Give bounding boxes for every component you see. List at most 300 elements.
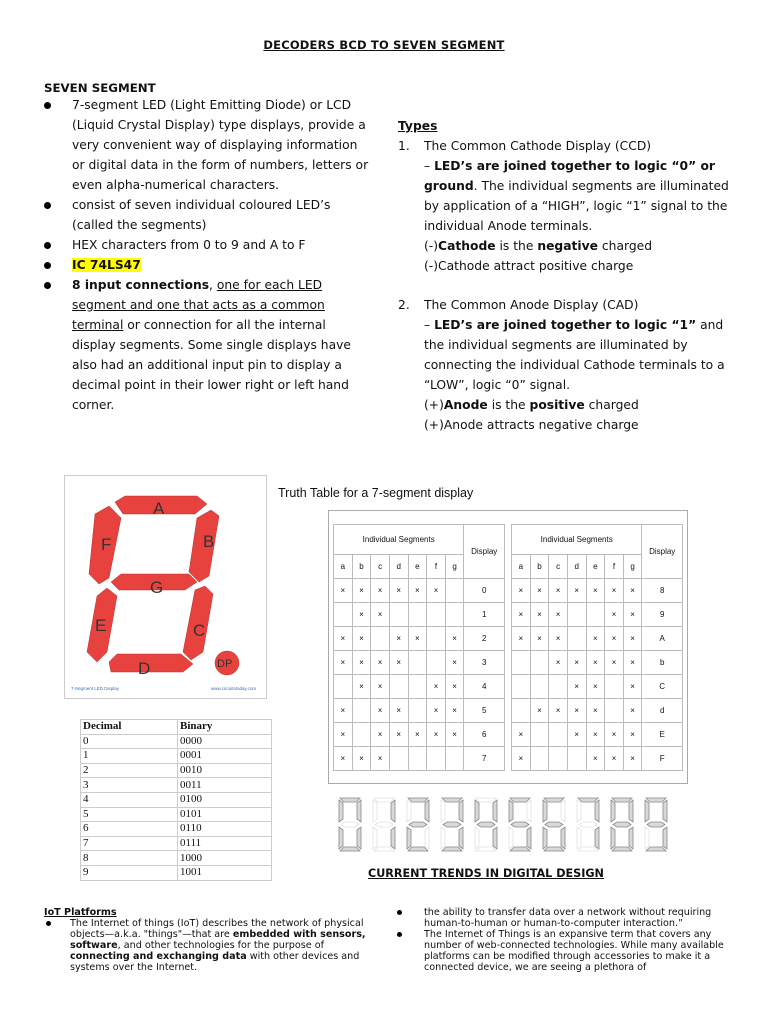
table-cell: × xyxy=(623,603,642,627)
digit-segment xyxy=(612,798,632,802)
table-cell: × xyxy=(371,603,390,627)
table-cell xyxy=(408,675,427,699)
display-cell: 2 xyxy=(464,627,505,651)
digit-segment xyxy=(493,800,497,822)
digit-segment xyxy=(425,800,429,822)
digit-segment xyxy=(578,798,598,802)
list-item: 7-segment LED (Light Emitting Diode) or LCD (Liquid Crystal Display) type displays, provide a very convenient way of displaying information or digital data in the form of numbers, letters or even alpha-numerical characters. xyxy=(72,95,370,195)
table-cell xyxy=(427,627,446,651)
digit-6 xyxy=(543,798,565,851)
table-cell: × xyxy=(371,723,390,747)
list-item: 8 input connections, one for each LED segment and one that acts as a common terminal or connection for all the internal display segments. Some single displays have also had an additional input pin to display a decimal point in their lower right or left hand corner. xyxy=(72,275,370,415)
types-heading: Types xyxy=(398,119,438,133)
display-cell: E xyxy=(642,723,683,747)
display-cell: 8 xyxy=(642,579,683,603)
digit-segment xyxy=(475,800,479,822)
digit-segment xyxy=(544,798,564,802)
bullet-icon xyxy=(44,102,51,109)
table-cell: × xyxy=(512,579,531,603)
table-cell: × xyxy=(371,747,390,771)
digit-segment xyxy=(595,827,599,849)
digit-segment xyxy=(459,800,463,822)
table-cell: × xyxy=(352,747,371,771)
digit-segment xyxy=(527,800,531,822)
table-cell: × xyxy=(334,747,353,771)
table-cell: × xyxy=(512,723,531,747)
display-cell: F xyxy=(642,747,683,771)
display-cell: C xyxy=(642,675,683,699)
display-header: Display xyxy=(464,525,505,579)
seven-segment-bullets xyxy=(72,95,370,415)
bullet-icon xyxy=(44,282,51,289)
digit-segment xyxy=(611,827,615,849)
table-cell: × xyxy=(371,699,390,723)
table-cell xyxy=(445,747,464,771)
list-item: The Internet of things (IoT) describes the network of physical objects—a.k.a. "things"—that are embedded with sensors, software, and other technologies for the purpose of connecting and exchanging data with other devices and systems over the Internet. xyxy=(44,918,374,973)
table-cell: 8 xyxy=(81,851,178,866)
digit-segment xyxy=(645,800,649,822)
table-cell: × xyxy=(586,747,605,771)
table-cell: × xyxy=(549,579,568,603)
table-cell: × xyxy=(389,699,408,723)
table-cell: 6 xyxy=(81,822,178,837)
segment-col-header: c xyxy=(371,555,390,579)
table-cell: × xyxy=(549,627,568,651)
table-row xyxy=(334,747,505,771)
table-cell: × xyxy=(623,699,642,723)
table-cell xyxy=(549,747,568,771)
digit-3 xyxy=(441,798,463,851)
digit-8 xyxy=(611,798,633,851)
table-cell: × xyxy=(427,675,446,699)
group-header: Individual Segments xyxy=(334,525,464,555)
current-trends-heading: CURRENT TRENDS IN DIGITAL DESIGN xyxy=(368,867,604,880)
table-cell: × xyxy=(549,651,568,675)
table-cell xyxy=(371,627,390,651)
segment-col-header: c xyxy=(549,555,568,579)
table-cell: × xyxy=(605,747,624,771)
digit-segment xyxy=(475,827,479,849)
digit-segment xyxy=(476,798,496,802)
digit-segment xyxy=(646,798,666,802)
digit-segment xyxy=(391,800,395,822)
digit-segment xyxy=(509,800,513,822)
table-cell: 3 xyxy=(81,778,178,793)
table-cell: × xyxy=(389,627,408,651)
truth-table-right xyxy=(511,524,683,771)
table-cell: 4 xyxy=(81,792,178,807)
table-cell: × xyxy=(567,699,586,723)
table-cell: × xyxy=(623,579,642,603)
table-cell: × xyxy=(445,699,464,723)
table-cell: 0110 xyxy=(178,822,272,837)
segment-col-header: g xyxy=(445,555,464,579)
display-header: Display xyxy=(642,525,683,579)
bullet-icon xyxy=(44,262,51,269)
digit-segment xyxy=(459,827,463,849)
table-cell: × xyxy=(352,675,371,699)
table-cell: × xyxy=(352,627,371,651)
table-row xyxy=(81,778,272,793)
digit-segment xyxy=(441,827,445,849)
segment-label-a: A xyxy=(153,499,165,518)
table-row xyxy=(334,579,505,603)
table-row xyxy=(81,763,272,778)
table-cell xyxy=(586,603,605,627)
digit-segment xyxy=(341,822,359,827)
table-cell: × xyxy=(530,627,549,651)
table-cell: × xyxy=(567,651,586,675)
table-cell: × xyxy=(445,675,464,699)
table-cell: 0011 xyxy=(178,778,272,793)
segment-col-header: e xyxy=(586,555,605,579)
digit-segment xyxy=(375,822,393,827)
digit-segment xyxy=(509,827,513,849)
table-row xyxy=(334,603,505,627)
table-cell xyxy=(408,699,427,723)
table-cell: × xyxy=(605,603,624,627)
table-cell: × xyxy=(586,675,605,699)
table-cell: 1 xyxy=(81,749,178,764)
figure-caption-right: www.circuitstoday.com xyxy=(211,686,257,691)
digit-segment xyxy=(579,822,597,827)
table-cell xyxy=(567,627,586,651)
display-cell: 4 xyxy=(464,675,505,699)
decimal-binary-table xyxy=(80,719,272,881)
segment-label-b: B xyxy=(203,532,215,551)
digit-segment xyxy=(407,800,411,822)
digit-0 xyxy=(339,798,361,851)
table-cell xyxy=(445,603,464,627)
table-row xyxy=(81,749,272,764)
table-cell xyxy=(408,651,427,675)
truth-table-left xyxy=(333,524,505,771)
segment-col-header: d xyxy=(567,555,586,579)
table-cell: × xyxy=(605,627,624,651)
segment-col-header: g xyxy=(623,555,642,579)
table-cell: × xyxy=(605,579,624,603)
table-cell: × xyxy=(586,651,605,675)
table-row xyxy=(512,699,683,723)
table-cell: 0101 xyxy=(178,807,272,822)
table-cell xyxy=(352,723,371,747)
table-row xyxy=(81,822,272,837)
display-cell: 7 xyxy=(464,747,505,771)
table-cell: × xyxy=(352,603,371,627)
table-cell xyxy=(530,747,549,771)
table-cell xyxy=(334,603,353,627)
display-cell: d xyxy=(642,699,683,723)
segment-label-f: F xyxy=(101,535,112,554)
digit-1 xyxy=(373,798,395,851)
table-row xyxy=(512,651,683,675)
digit-segment xyxy=(561,800,565,822)
segment-label-d: D xyxy=(138,659,151,678)
digit-segment xyxy=(476,847,496,851)
table-cell xyxy=(389,675,408,699)
table-cell: × xyxy=(371,675,390,699)
table-cell xyxy=(530,723,549,747)
table-cell: × xyxy=(512,627,531,651)
digit-7 xyxy=(577,798,599,851)
digit-segment xyxy=(442,798,462,802)
segment-d xyxy=(109,654,193,672)
table-cell: × xyxy=(427,723,446,747)
table-cell: × xyxy=(605,723,624,747)
segment-col-header: f xyxy=(605,555,624,579)
table-cell xyxy=(549,675,568,699)
display-cell: 3 xyxy=(464,651,505,675)
table-row xyxy=(81,734,272,749)
digit-segment xyxy=(510,798,530,802)
digit-segment xyxy=(577,827,581,849)
table-cell: 0100 xyxy=(178,792,272,807)
seven-segment-svg xyxy=(65,476,266,698)
bullet-icon xyxy=(44,202,51,209)
bullet-icon xyxy=(46,921,51,926)
table-cell: × xyxy=(586,627,605,651)
display-cell: 9 xyxy=(642,603,683,627)
table-row xyxy=(81,836,272,851)
table-cell: × xyxy=(530,699,549,723)
table-cell: × xyxy=(445,651,464,675)
digit-segment xyxy=(561,827,565,849)
truth-table-panel xyxy=(328,510,688,784)
digit-segment xyxy=(613,822,631,827)
digit-2 xyxy=(407,798,429,851)
digit-segment xyxy=(511,822,529,827)
digit-segment xyxy=(339,800,343,822)
iot-right-column xyxy=(424,907,724,973)
table-cell: × xyxy=(512,747,531,771)
table-row xyxy=(334,651,505,675)
table-row xyxy=(81,851,272,866)
digit-segment xyxy=(443,822,461,827)
digit-segment xyxy=(629,827,633,849)
table-cell: 2 xyxy=(81,763,178,778)
table-cell: 0 xyxy=(81,734,178,749)
digit-segment xyxy=(408,798,428,802)
table-cell: × xyxy=(352,579,371,603)
table-cell: 0001 xyxy=(178,749,272,764)
table-row xyxy=(512,627,683,651)
digit-segment xyxy=(544,847,564,851)
segment-label-g: G xyxy=(150,578,164,597)
table-cell xyxy=(549,723,568,747)
digit-segment xyxy=(611,800,615,822)
table-cell: × xyxy=(389,651,408,675)
digit-segment xyxy=(545,822,563,827)
table-row xyxy=(512,579,683,603)
table-cell xyxy=(512,651,531,675)
table-cell: × xyxy=(408,627,427,651)
seven-segment-diagram xyxy=(64,475,267,699)
bullet-icon xyxy=(397,932,402,937)
figure-caption-left: 7-Segment LED Display xyxy=(71,686,120,691)
digit-5 xyxy=(509,798,531,851)
table-row xyxy=(512,675,683,699)
table-cell: × xyxy=(549,699,568,723)
digit-segment xyxy=(527,827,531,849)
table-cell: × xyxy=(371,651,390,675)
table-cell: × xyxy=(623,723,642,747)
digit-segment xyxy=(493,827,497,849)
table-cell xyxy=(530,675,549,699)
table-cell: × xyxy=(623,747,642,771)
digit-segment xyxy=(409,822,427,827)
segment-col-header: f xyxy=(427,555,446,579)
digit-segment xyxy=(645,827,649,849)
table-cell: 9 xyxy=(81,865,178,880)
table-cell xyxy=(427,651,446,675)
table-cell: × xyxy=(586,699,605,723)
segment-col-header: e xyxy=(408,555,427,579)
display-cell: A xyxy=(642,627,683,651)
table-cell: × xyxy=(623,675,642,699)
digit-segment xyxy=(373,800,377,822)
list-item: The Internet of Things is an expansive term that covers any number of web-connected technologies. While many available platforms can be modified through accessories to make it a connected device, we are seeing a plethora of xyxy=(424,929,724,973)
digit-segment xyxy=(442,847,462,851)
table-cell: × xyxy=(334,651,353,675)
segment-col-header: b xyxy=(352,555,371,579)
digit-segment xyxy=(577,800,581,822)
digit-segment xyxy=(477,822,495,827)
table-cell: × xyxy=(530,603,549,627)
digit-segment xyxy=(391,827,395,849)
digit-4 xyxy=(475,798,497,851)
table-cell: 5 xyxy=(81,807,178,822)
digit-segment xyxy=(374,798,394,802)
table-cell: × xyxy=(567,579,586,603)
digits-strip xyxy=(330,795,680,855)
list-item: the ability to transfer data over a network without requiring human-to-human or human-to-computer interaction.” xyxy=(424,907,724,929)
table-cell xyxy=(512,675,531,699)
table-cell: × xyxy=(623,627,642,651)
display-cell: 5 xyxy=(464,699,505,723)
seven-segment-heading: SEVEN SEGMENT xyxy=(44,81,156,95)
table-cell: × xyxy=(512,603,531,627)
table-cell: × xyxy=(408,723,427,747)
table-cell: 7 xyxy=(81,836,178,851)
type-2-cad: 2. The Common Anode Display (CAD) – LED’s are joined together to logic “1” and the individual segments are illuminated by connecting the individual Cathode terminals to a “LOW”, logic “0” signal. (+)Anode is the positive charged (+)Anode attracts negative charge xyxy=(398,298,725,432)
digit-segment xyxy=(374,847,394,851)
digit-segment xyxy=(357,800,361,822)
truth-table-title: Truth Table for a 7-segment display xyxy=(278,486,474,500)
table-cell: × xyxy=(567,723,586,747)
table-cell: × xyxy=(334,723,353,747)
display-cell: 6 xyxy=(464,723,505,747)
table-cell: × xyxy=(352,651,371,675)
table-cell: × xyxy=(334,627,353,651)
table-cell xyxy=(605,699,624,723)
segment-label-dp: DP xyxy=(217,658,233,670)
table-cell xyxy=(605,675,624,699)
iot-heading: IoT Platforms xyxy=(44,907,117,918)
list-item xyxy=(72,255,370,275)
table-cell: × xyxy=(427,579,446,603)
table-cell xyxy=(389,603,408,627)
table-cell xyxy=(567,603,586,627)
table-row xyxy=(81,807,272,822)
iot-section xyxy=(44,907,374,973)
table-cell xyxy=(352,699,371,723)
type-1-ccd: 1. The Common Cathode Display (CCD) – LED’s are joined together to logic “0” or ground. The individual segments are illuminated by application of a “HIGH”, logic “1” signal to the individual Anode terminals. (-)Cathode is the negative charged (-)Cathode attract positive charge xyxy=(398,139,729,273)
table-cell: × xyxy=(445,627,464,651)
table-cell: × xyxy=(389,579,408,603)
table-cell xyxy=(512,699,531,723)
ic-74ls47-highlight: IC 74LS47 xyxy=(72,258,141,272)
table-cell: × xyxy=(567,675,586,699)
page-title: DECODERS BCD TO SEVEN SEGMENT xyxy=(263,38,505,52)
digit-segment xyxy=(373,827,377,849)
table-cell: × xyxy=(623,651,642,675)
digit-segment xyxy=(407,827,411,849)
digit-segment xyxy=(612,847,632,851)
display-cell: 1 xyxy=(464,603,505,627)
digit-segment xyxy=(441,800,445,822)
table-cell: × xyxy=(530,579,549,603)
table-cell xyxy=(530,651,549,675)
table-cell: × xyxy=(408,579,427,603)
table-row xyxy=(512,603,683,627)
table-cell xyxy=(408,747,427,771)
table-row xyxy=(512,723,683,747)
table-cell: × xyxy=(334,699,353,723)
table-cell: × xyxy=(586,579,605,603)
col-header: Decimal xyxy=(81,720,178,735)
segment-label-c: C xyxy=(193,621,206,640)
digit-segment xyxy=(340,847,360,851)
table-cell xyxy=(427,603,446,627)
table-cell xyxy=(408,603,427,627)
table-row xyxy=(512,747,683,771)
display-cell: b xyxy=(642,651,683,675)
digit-segment xyxy=(595,800,599,822)
segment-col-header: b xyxy=(530,555,549,579)
table-row xyxy=(334,699,505,723)
digit-segment xyxy=(663,827,667,849)
bullet-icon xyxy=(397,910,402,915)
digit-segment xyxy=(646,847,666,851)
table-cell xyxy=(427,747,446,771)
table-cell xyxy=(334,675,353,699)
segment-col-header: d xyxy=(389,555,408,579)
table-row xyxy=(334,723,505,747)
table-cell: 1001 xyxy=(178,865,272,880)
segment-col-header: a xyxy=(512,555,531,579)
table-cell: 0010 xyxy=(178,763,272,778)
table-cell xyxy=(567,747,586,771)
digit-segment xyxy=(425,827,429,849)
table-cell: × xyxy=(371,579,390,603)
table-row xyxy=(81,865,272,880)
digit-segment xyxy=(578,847,598,851)
table-cell: 0111 xyxy=(178,836,272,851)
table-cell: × xyxy=(586,723,605,747)
list-item: consist of seven individual coloured LED’s (called the segments) xyxy=(72,195,370,235)
segment-label-e: E xyxy=(95,616,107,635)
digit-segment xyxy=(543,800,547,822)
col-header: Binary xyxy=(178,720,272,735)
group-header: Individual Segments xyxy=(512,525,642,555)
table-cell: × xyxy=(445,723,464,747)
digit-segment xyxy=(340,798,360,802)
display-cell: 0 xyxy=(464,579,505,603)
table-cell: × xyxy=(549,603,568,627)
table-row xyxy=(334,675,505,699)
digit-segment xyxy=(510,847,530,851)
digit-segment xyxy=(629,800,633,822)
